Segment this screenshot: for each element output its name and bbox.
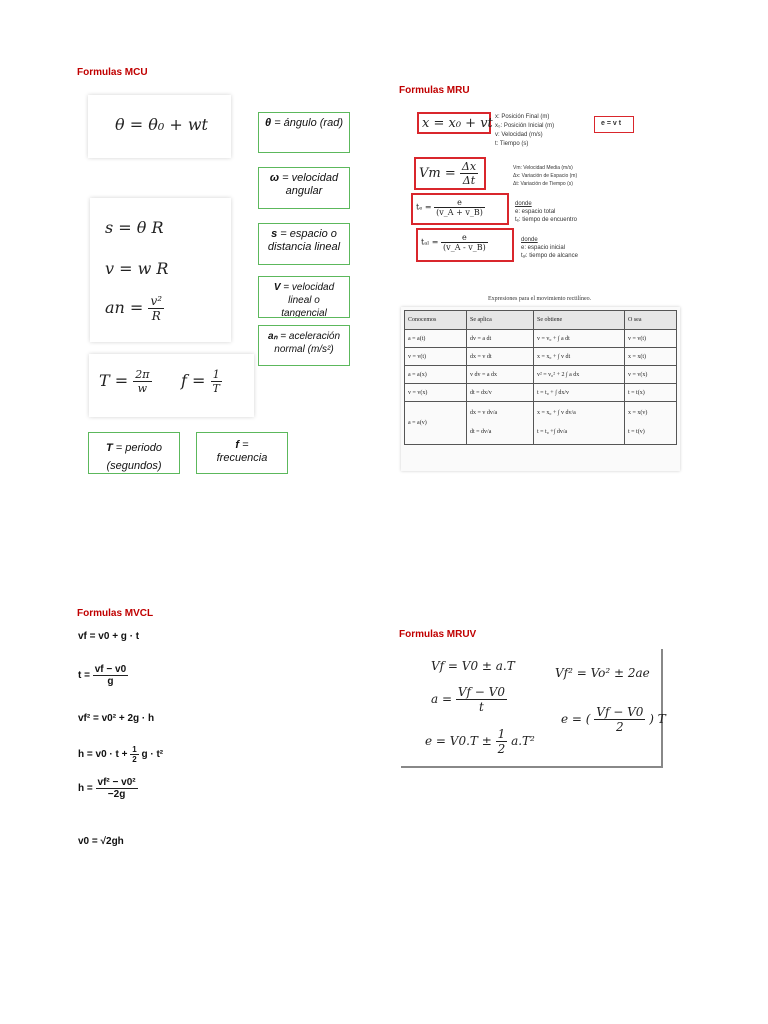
legend-tal-line: tₐₗ: tiempo de alcance [521, 253, 578, 259]
definition-T [88, 432, 180, 474]
mvcl-eq6: v0 = √2gh [78, 836, 124, 847]
definition-T-text: = periodo (segundos) [106, 442, 162, 472]
equation-te [416, 198, 485, 217]
table-cell-line: t = t₀ +∫ dv/a [537, 429, 568, 435]
mruv-eq2-lhs: a = [431, 692, 453, 706]
table-cell: v = v₀ + ∫ a dt [534, 330, 625, 348]
legend-x-line: t: Tiempo (s) [495, 141, 529, 147]
mvcl-eq4-den: 2 [132, 755, 137, 764]
equation-an-num: v² [150, 294, 163, 308]
table-cell: v² = v₀² + 2 ∫ a dx [534, 366, 625, 384]
mcu-equations-s-v-an-image [90, 198, 231, 342]
equation-box-te [411, 193, 509, 225]
equation-T-lhs: T = [99, 371, 129, 390]
table-cell: v dv = a dx [467, 366, 534, 384]
mruv-eq4: Vf² = Vo² ± 2ae [555, 666, 650, 680]
table-cell [534, 402, 625, 445]
table-header-cell: Se obtiene [534, 311, 625, 330]
definition-V-symbol: V [273, 282, 281, 293]
mruv-eq3-b: a.T² [511, 734, 535, 748]
mcu-equations-T-f-image [89, 354, 254, 417]
legend-tal-line: e: espacio inicial [521, 245, 566, 251]
legend-te [515, 200, 577, 224]
definition-theta-text: = ángulo (rad) [271, 117, 343, 129]
mruv-eq5-den: 2 [616, 720, 624, 734]
table-cell-line: t = t(v) [628, 429, 645, 435]
legend-tal [521, 236, 578, 260]
equation-an [105, 294, 164, 323]
equation-te-num: e [434, 198, 485, 208]
mvcl-eq5-lhs: h = [78, 783, 93, 795]
definition-f [196, 432, 288, 474]
mvcl-eq2-num: vf − v0 [94, 664, 127, 675]
mruv-eq5 [561, 705, 666, 734]
definition-s-symbol: s [271, 228, 278, 240]
mruv-eq5-rhs: ) T [649, 712, 666, 726]
legend-vm-line: Vm: Velocidad Media (m/s) [513, 165, 573, 171]
equation-te-den: (v_A + v_B) [436, 208, 483, 217]
table-cell-line: x = x(v) [628, 410, 648, 416]
definition-theta-symbol: θ [265, 117, 272, 129]
definition-an-text: = aceleración normal (m/s²) [274, 331, 341, 355]
definition-T-symbol: T [106, 442, 113, 454]
equation-tal-lhs: tₐₗ = [421, 237, 439, 247]
mvcl-eq5-den: −2g [107, 789, 126, 800]
table-header-cell: Conocemos [405, 311, 467, 330]
table-row [405, 348, 677, 366]
definition-s [258, 223, 350, 265]
equation-tal-num: e [441, 233, 488, 243]
mruv-eq5-num: Vf − V0 [596, 705, 644, 719]
legend-x-line: v: Velocidad (m/s) [495, 132, 543, 138]
mvcl-eq1: vf = v0 + g · t [78, 631, 140, 642]
equation-s: s = θ R [105, 218, 164, 237]
table-cell: t = t(x) [625, 384, 677, 402]
equation-an-lhs: an = [105, 298, 144, 317]
table-cell [467, 402, 534, 445]
mruv-eq1: Vf = V0 ± a.T [431, 659, 515, 673]
equation-f [181, 368, 222, 395]
equation-T-den: w [137, 382, 148, 395]
definition-V-text: = velocidad lineal o tangencial [280, 282, 335, 318]
legend-te-line: e: espacio total [515, 209, 556, 215]
definition-f-text: = frecuencia [216, 439, 268, 464]
equation-evt: e = v t [601, 120, 622, 127]
definition-f-symbol: f [235, 439, 240, 451]
definition-an [258, 325, 350, 366]
mruv-eq2-den: t [478, 700, 484, 714]
equation-an-den: R [151, 309, 161, 323]
equation-v: v = w R [105, 259, 169, 278]
equation-vm-num: Δx [461, 160, 477, 173]
table-cell-line: x = x₀ + ∫ v dv/a [537, 410, 576, 416]
table-cell: v = v(t) [405, 348, 467, 366]
equation-box-evt [594, 116, 634, 133]
equation-T-num: 2π [135, 368, 150, 381]
table-cell: a = a(x) [405, 366, 467, 384]
equation-box-vm [414, 157, 486, 190]
mvcl-eq5 [78, 777, 138, 800]
mruv-eq3 [425, 727, 535, 756]
table-header-row [405, 311, 677, 330]
equation-box-tal [416, 228, 514, 262]
equation-theta: θ = θ₀ + wt [115, 115, 208, 134]
equation-tal [421, 233, 488, 252]
table-row [405, 384, 677, 402]
equation-box-x [417, 112, 491, 134]
equation-f-den: T [212, 382, 220, 395]
mruv-eq2-num: Vf − V0 [457, 685, 505, 699]
table-cell: dt = dx/v [467, 384, 534, 402]
legend-te-line: donde [515, 201, 532, 207]
heading-mvcl: Formulas MVCL [77, 608, 154, 619]
mvcl-eq2-den: g [107, 676, 114, 687]
equation-vm-lhs: Vm = [419, 166, 456, 181]
table-cell: x = x₀ + ∫ v dt [534, 348, 625, 366]
equation-f-num: 1 [211, 368, 222, 382]
equation-x: x = x₀ + vt [422, 116, 493, 131]
table-row [405, 330, 677, 348]
equation-vm-den: Δt [462, 174, 476, 187]
definition-omega [258, 167, 350, 209]
equation-tal-den: (v_A - v_B) [443, 243, 486, 252]
legend-te-line: tₑ: tiempo de encuentro [515, 217, 577, 223]
mruv-eq3-num: 1 [497, 727, 506, 741]
table-cell: a = a(v) [405, 402, 467, 445]
table-cell: x = x(t) [625, 348, 677, 366]
definition-an-symbol: aₙ [267, 331, 278, 342]
equation-vm [419, 160, 478, 187]
mcu-equation-theta-image [88, 95, 231, 158]
table-header-cell: O sea [625, 311, 677, 330]
equation-f-lhs: f = [181, 371, 206, 390]
mvcl-eq4-num: 1 [132, 745, 137, 754]
heading-mcu: Formulas MCU [77, 67, 148, 78]
table-row [405, 366, 677, 384]
definition-V [258, 276, 350, 318]
table-cell-line: dt = dv/a [470, 429, 492, 435]
heading-mruv: Formulas MRUV [399, 629, 477, 640]
definition-s-text: = espacio o distancia lineal [267, 228, 341, 253]
motion-table-wrapper [401, 307, 680, 471]
mruv-eq3-a: e = V0.T ± [425, 734, 492, 748]
mru-formulas-image [405, 104, 655, 270]
heading-mru: Formulas MRU [399, 85, 470, 96]
legend-x [495, 113, 554, 149]
definition-omega-symbol: ω [269, 172, 280, 184]
table-cell: v = v(t) [625, 330, 677, 348]
motion-table [404, 310, 677, 445]
mruv-eq2 [431, 685, 507, 714]
mvcl-eq2 [78, 664, 128, 687]
mvcl-eq5-num: vf² − v0² [97, 777, 136, 788]
mvcl-eq4-b: g · t² [141, 749, 164, 761]
table-row [405, 402, 677, 445]
table-cell [625, 402, 677, 445]
table-title: Expresiones para el movimiento rectilíneo. [488, 296, 592, 302]
mvcl-eq4 [78, 745, 163, 764]
legend-tal-line: donde [521, 237, 538, 243]
legend-x-line: x₀: Posición Inicial (m) [495, 123, 555, 129]
table-cell: v = v(x) [625, 366, 677, 384]
legend-vm [513, 164, 577, 188]
table-cell: a = a(t) [405, 330, 467, 348]
mvcl-eq4-a: h = v0 · t + [78, 749, 128, 761]
legend-vm-line: Δx: Variación de Espacio (m) [513, 173, 578, 179]
mruv-eq3-den: 2 [497, 742, 506, 756]
table-cell: dx = v dt [467, 348, 534, 366]
mruv-eq5-lhs: e = ( [561, 712, 591, 726]
legend-x-line: x: Posición Final (m) [495, 114, 550, 120]
definition-theta [258, 112, 350, 153]
mvcl-eq3: vf² = v0² + 2g · h [78, 713, 155, 724]
table-cell-line: dx = v dv/a [470, 410, 498, 416]
table-cell: dv = a dt [467, 330, 534, 348]
equation-te-lhs: tₑ = [416, 202, 432, 212]
table-cell: t = t₀ + ∫ dx/v [534, 384, 625, 402]
table-header-cell: Se aplica [467, 311, 534, 330]
definition-omega-text: = velocidad angular [279, 172, 339, 197]
mvcl-eq2-lhs: t = [78, 670, 90, 682]
equation-T [99, 368, 152, 395]
legend-vm-line: Δt: Variación de Tiempo (s) [513, 181, 573, 187]
table-cell: v = v(x) [405, 384, 467, 402]
mruv-formulas-image [401, 649, 666, 768]
